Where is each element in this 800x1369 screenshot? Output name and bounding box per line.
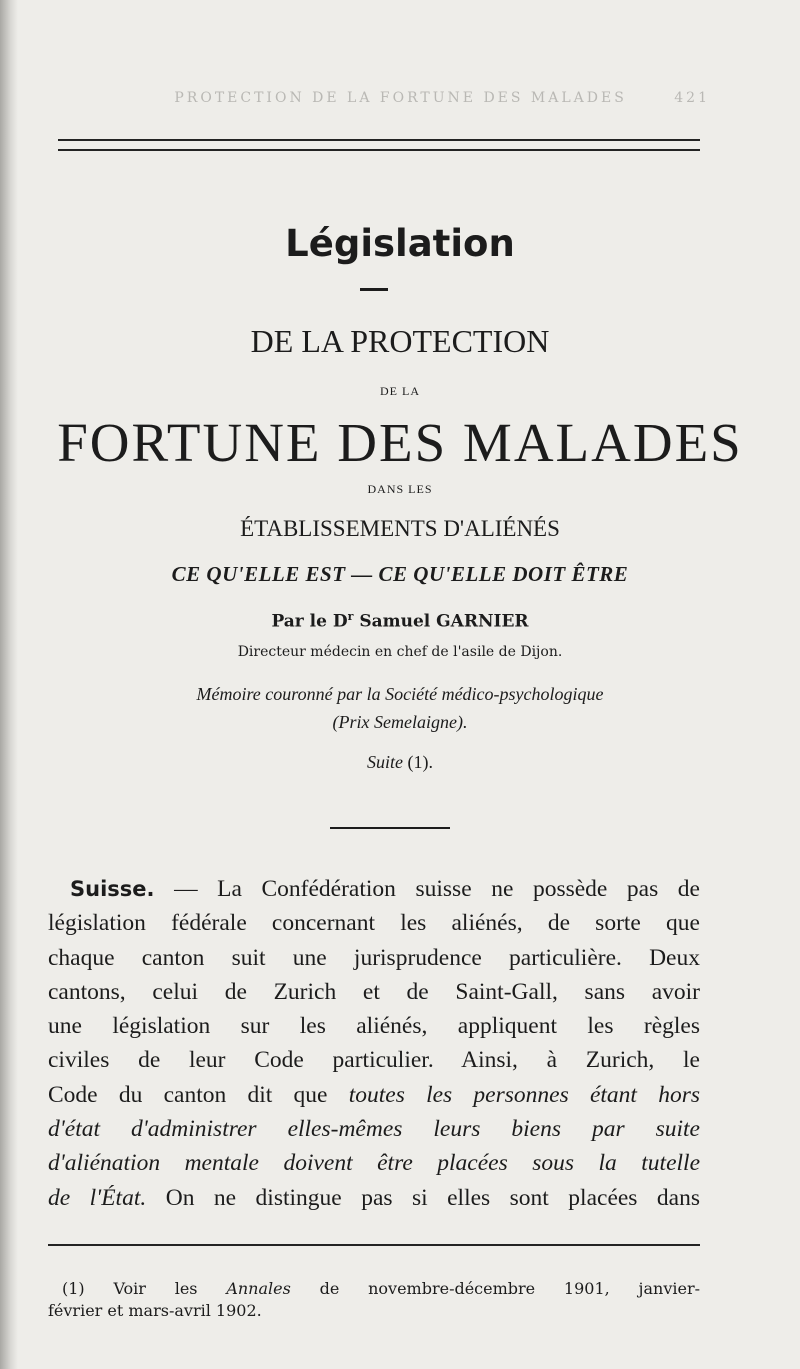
footnote xyxy=(48,1278,700,1322)
header-rule-lower xyxy=(58,149,700,151)
title-line-1: DE LA PROTECTION xyxy=(250,323,550,359)
byline xyxy=(0,610,800,632)
header-rule-upper xyxy=(58,139,700,141)
memoire-line-1: Mémoire couronné par la Société médico-psychologique xyxy=(196,684,604,704)
affiliation: Directeur médecin en chef de l'asile de Dijon. xyxy=(237,644,563,660)
text-line: civiles de leur Code particulier. Ainsi, à Zurich, le xyxy=(48,1047,700,1074)
author-name: Samuel GARNIER xyxy=(359,611,529,632)
footnote-rule xyxy=(48,1244,700,1246)
title-line-4: DANS LES xyxy=(367,482,433,496)
text-line: Suisse. — La Confédération suisse ne possède pas de xyxy=(70,876,700,902)
page-number: 421 xyxy=(674,90,710,106)
title-line-3: FORTUNE DES MALADES xyxy=(57,412,743,473)
suite-label: Suite xyxy=(367,752,403,772)
memoire-line-2: (Prix Semelaigne). xyxy=(332,712,468,732)
text-line: législation fédérale concernant les aliénés, de sorte que xyxy=(48,910,700,937)
running-head-title: PROTECTION DE LA FORTUNE DES MALADES xyxy=(174,90,627,106)
subtitle: CE QU'ELLE EST — CE QU'ELLE DOIT ÊTRE xyxy=(171,562,629,586)
text-line: d'état d'administrer elles-mêmes leurs biens par suite xyxy=(48,1116,700,1143)
body-paragraph xyxy=(48,872,700,1215)
section-heading: Législation xyxy=(285,222,515,265)
section-divider xyxy=(330,827,450,829)
text-line: d'aliénation mentale doivent être placées sous la tutelle xyxy=(48,1150,700,1177)
text-line: de l'État. On ne distingue pas si elles sont placées dans xyxy=(48,1184,700,1211)
running-head xyxy=(150,90,710,106)
heading-dash xyxy=(360,288,388,291)
byline-sup: r xyxy=(347,610,354,623)
title-line-2: DE LA xyxy=(380,384,420,398)
footnote-line-1: (1) Voir les Annales de novembre-décembre 1901, janvier- xyxy=(62,1279,700,1298)
text-line: cantons, celui de Zurich et de Saint-Gall, sans avoir xyxy=(48,978,700,1005)
title-line-5: ÉTABLISSEMENTS D'ALIÉNÉS xyxy=(240,516,560,541)
text-line: chaque canton suit une jurisprudence particulière. Deux xyxy=(48,944,700,971)
suite-note xyxy=(0,752,800,773)
byline-prefix: Par le D xyxy=(271,611,348,632)
lead-word: Suisse. xyxy=(70,877,155,901)
text-line: Code du canton dit que toutes les personnes étant hors xyxy=(48,1081,700,1108)
footnote-line-2: février et mars-avril 1902. xyxy=(48,1301,262,1320)
text-line: une législation sur les aliénés, appliquent les règles xyxy=(48,1013,700,1040)
suite-footnote-ref: (1). xyxy=(407,752,433,772)
